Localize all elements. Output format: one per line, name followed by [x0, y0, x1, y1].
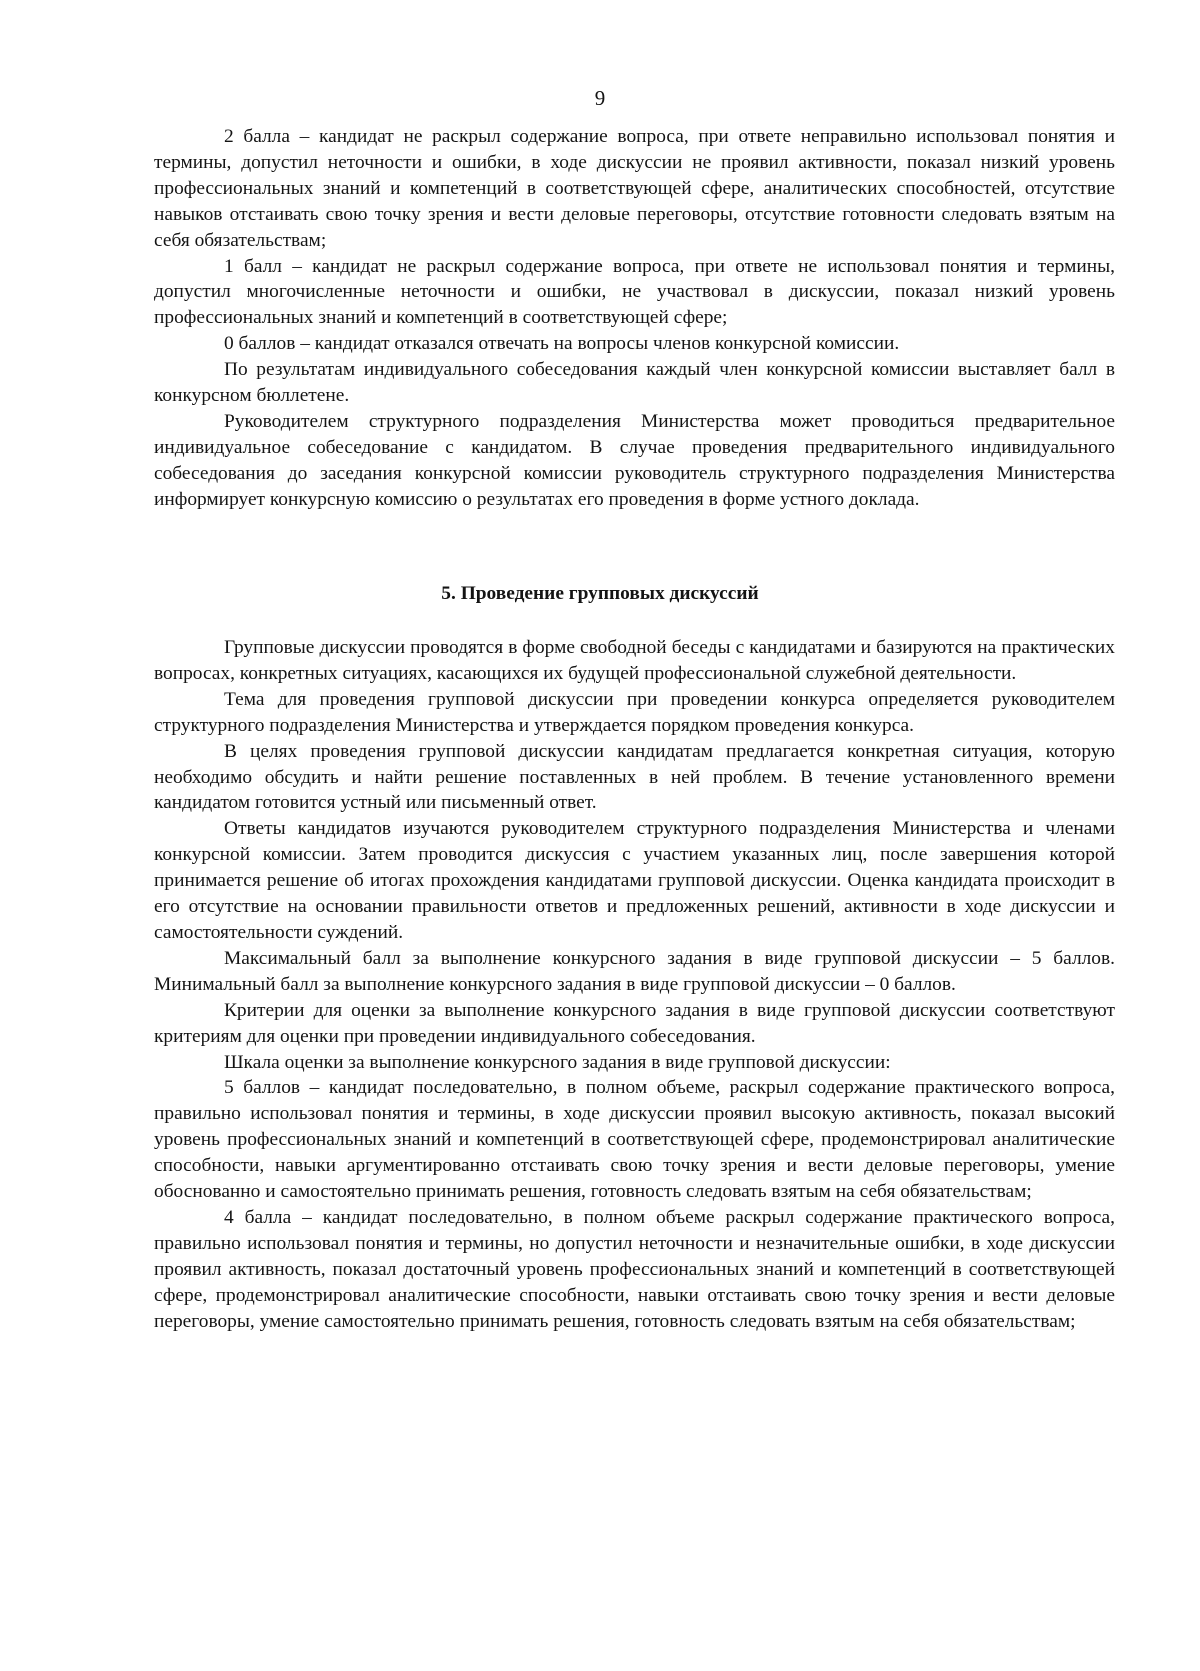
- paragraph-discussion-topic: Тема для проведения групповой дискуссии при проведении конкурса определяется руководителем структурного подразделения Министерства и утверждается порядком проведения конкурса.: [154, 688, 1115, 736]
- paragraph-group-discussion-form: Групповые дискуссии проводятся в форме свободной беседы с кандидатами и базируются на практических вопросах, конкретных ситуациях, касающихся их будущей профессиональной служебной деятельности.: [154, 637, 1115, 684]
- paragraph-answers-review: Ответы кандидатов изучаются руководителем структурного подразделения Министерства и членами конкурсной комиссии. Затем проводится дискуссия с участием указанных лиц, после завершения которой принимается решение об итогах прохождения кандидатами групповой дискуссии. Оценка кандидата происходит в его отсутствие на основании правильности ответов и предложенных решений, активности в ходе дискуссии и самостоятельности суждений.: [154, 818, 1115, 943]
- paragraph-score-0: 0 баллов – кандидат отказался отвечать на вопросы членов конкурсной комиссии.: [224, 333, 900, 355]
- page-number: 9: [594, 86, 606, 110]
- paragraph-score-5: 5 баллов – кандидат последовательно, в полном объеме, раскрыл содержание практического вопроса, правильно использовал понятия и термины, в ходе дискуссии проявил высокую активность, показал высокий уровень профессиональных знаний и компетенций в соответствующей сфере, продемонстрировал аналитические способности, навыки аргументированно отстаивать свою точку зрения и вести деловые переговоры, умение обоснованно и самостоятельно принимать решения, готовность следовать взятым на себя обязательствам;: [154, 1077, 1115, 1203]
- paragraph-score-4: 4 балла – кандидат последовательно, в полном объеме раскрыл содержание практического вопроса, правильно использовал понятия и термины, но допустил неточности и незначительные ошибки, в ходе дискуссии проявил активность, показал достаточный уровень профессиональных знаний и компетенций в соответствующей сфере, продемонстрировал аналитические способности, навыки отстаивать свою точку зрения и вести деловые переговоры, умение самостоятельно принимать решения, готовность следовать взятым на себя обязательствам;: [154, 1206, 1115, 1332]
- paragraph-scale-intro: Шкала оценки за выполнение конкурсного задания в виде групповой дискуссии:: [224, 1051, 891, 1073]
- paragraph-score-1: 1 балл – кандидат не раскрыл содержание вопроса, при ответе не использовал понятия и термины, допустил многочисленные неточности и ошибки, не участвовал в дискуссии, показал низкий уровень профессиональных знаний и компетенций в соответствующей сфере;: [154, 255, 1115, 329]
- text-block-top: [154, 124, 1115, 513]
- paragraph-discussion-situation: В целях проведения групповой дискуссии кандидатам предлагается конкретная ситуация, которую необходимо обсудить и найти решение поставленных в ней проблем. В течение установленного времени кандидатом готовится устный или письменный ответ.: [154, 740, 1115, 814]
- paragraph-max-min-score: Максимальный балл за выполнение конкурсного задания в виде групповой дискуссии – 5 баллов. Минимальный балл за выполнение конкурсного задания в виде групповой дискуссии – 0 баллов.: [154, 947, 1115, 995]
- paragraph-interview-results: По результатам индивидуального собеседования каждый член конкурсной комиссии выставляет балл в конкурсном бюллетене.: [154, 359, 1115, 407]
- paragraph-score-2: 2 балла – кандидат не раскрыл содержание вопроса, при ответе неправильно использовал понятия и термины, допустил неточности и ошибки, в ходе дискуссии не проявил активности, показал низкий уровень профессиональных знаний и компетенций в соответствующей сфере, аналитических способностей, отсутствие навыков отстаивать свою точку зрения и вести деловые переговоры, отсутствие готовности следовать взятым на себя обязательствам;: [154, 126, 1115, 251]
- text-block-bottom: [154, 635, 1115, 1334]
- section-heading: 5. Проведение групповых дискуссий: [441, 583, 759, 604]
- paragraph-preliminary-interview: Руководителем структурного подразделения Министерства может проводиться предварительное индивидуальное собеседование с кандидатом. В случае проведения предварительного индивидуального собеседования до заседания конкурсной комиссии руководитель структурного подразделения Министерства информирует конкурсную комиссию о результатах его проведения в форме устного доклада.: [154, 410, 1115, 510]
- paragraph-criteria: Критерии для оценки за выполнение конкурсного задания в виде групповой дискуссии соответствуют критериям для оценки при проведении индивидуального собеседования.: [154, 999, 1115, 1047]
